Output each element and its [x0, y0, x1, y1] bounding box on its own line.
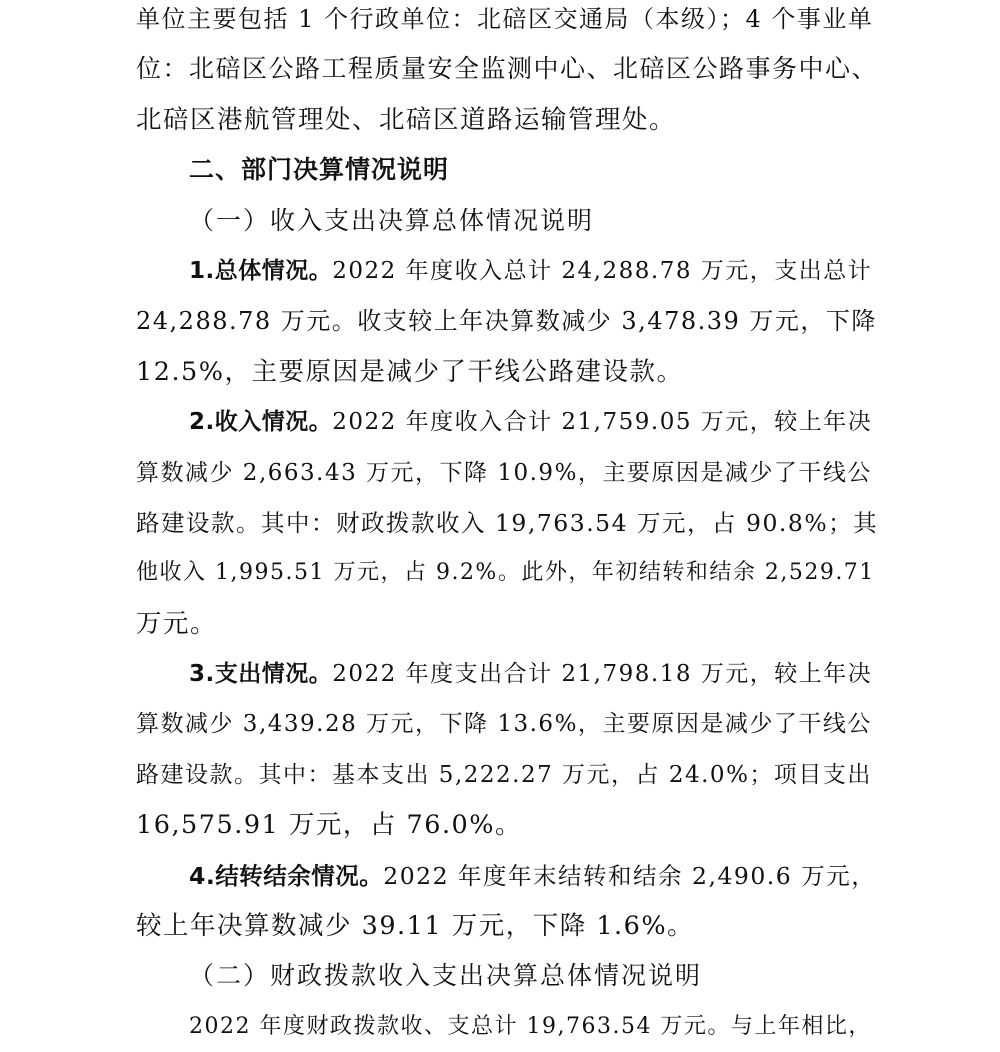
paragraph-income-line-3: 路建设款。其中：财政拨款收入 19,763.54 万元，占 90.8%；其	[136, 508, 879, 537]
paragraph-income-line-4: 他收入 1,995.51 万元，占 9.2%。此外，年初结转和结余 2,529.71	[136, 560, 875, 586]
paragraph-expense-text: 2022 年度支出合计 21,798.18 万元，较上年决	[332, 661, 873, 688]
paragraph-expense-line-3: 路建设款。其中：基本支出 5,222.27 万元，占 24.0%；项目支出	[136, 761, 872, 788]
paragraph-income-lead: 2.收入情况。	[189, 409, 333, 436]
paragraph-income-line-2: 算数减少 2,663.43 万元，下降 10.9%，主要原因是减少了干线公	[136, 459, 872, 486]
paragraph-income-line-5: 万元。	[136, 608, 218, 639]
paragraph-fiscal-line-1: 2022 年度财政拨款收、支总计 19,763.54 万元。与上年相比，	[189, 1013, 872, 1039]
paragraph-expense-line-4: 16,575.91 万元，占 76.0%。	[136, 810, 522, 841]
subsection-heading-1: （一）收入支出决算总体情况说明	[189, 205, 595, 235]
section-heading: 二、部门决算情况说明	[189, 155, 450, 185]
paragraph-overall-line-3: 12.5%，主要原因是减少了干线公路建设款。	[136, 356, 684, 387]
paragraph-expense-lead: 3.支出情况。	[189, 661, 333, 688]
paragraph-overall-lead: 1.总体情况。	[189, 257, 333, 284]
paragraph-expense-line-1	[136, 649, 880, 699]
paragraph-overall-line-2: 24,288.78 万元。收支较上年决算数减少 3,478.39 万元，下降	[136, 307, 877, 336]
document-body	[136, 0, 880, 1052]
intro-line-2: 位：北碚区公路工程质量安全监测中心、北碚区公路事务中心、	[136, 54, 879, 84]
paragraph-balance-line-1	[136, 851, 880, 901]
paragraph-income-line-1	[136, 397, 880, 447]
paragraph-overall-line-1	[136, 246, 880, 296]
paragraph-balance-text: 2022 年度年末结转和结余 2,490.6 万元，	[383, 861, 877, 890]
intro-line-3: 北碚区港航管理处、北碚区道路运输管理处。	[136, 104, 677, 135]
paragraph-balance-line-2: 较上年决算数减少 39.11 万元，下降 1.6%。	[136, 911, 695, 942]
paragraph-income-text: 2022 年度收入合计 21,759.05 万元，较上年决	[332, 409, 873, 436]
subsection-heading-2: （二）财政拨款收入支出决算总体情况说明	[189, 961, 703, 991]
paragraph-balance-lead: 4.结转结余情况。	[189, 861, 384, 890]
paragraph-overall-text: 2022 年度收入总计 24,288.78 万元，支出总计	[332, 257, 873, 284]
intro-line-1: 单位主要包括 1 个行政单位：北碚区交通局（本级）；4 个事业单	[136, 5, 874, 33]
paragraph-expense-line-2: 算数减少 3,439.28 万元，下降 13.6%，主要原因是减少了干线公	[136, 711, 872, 738]
